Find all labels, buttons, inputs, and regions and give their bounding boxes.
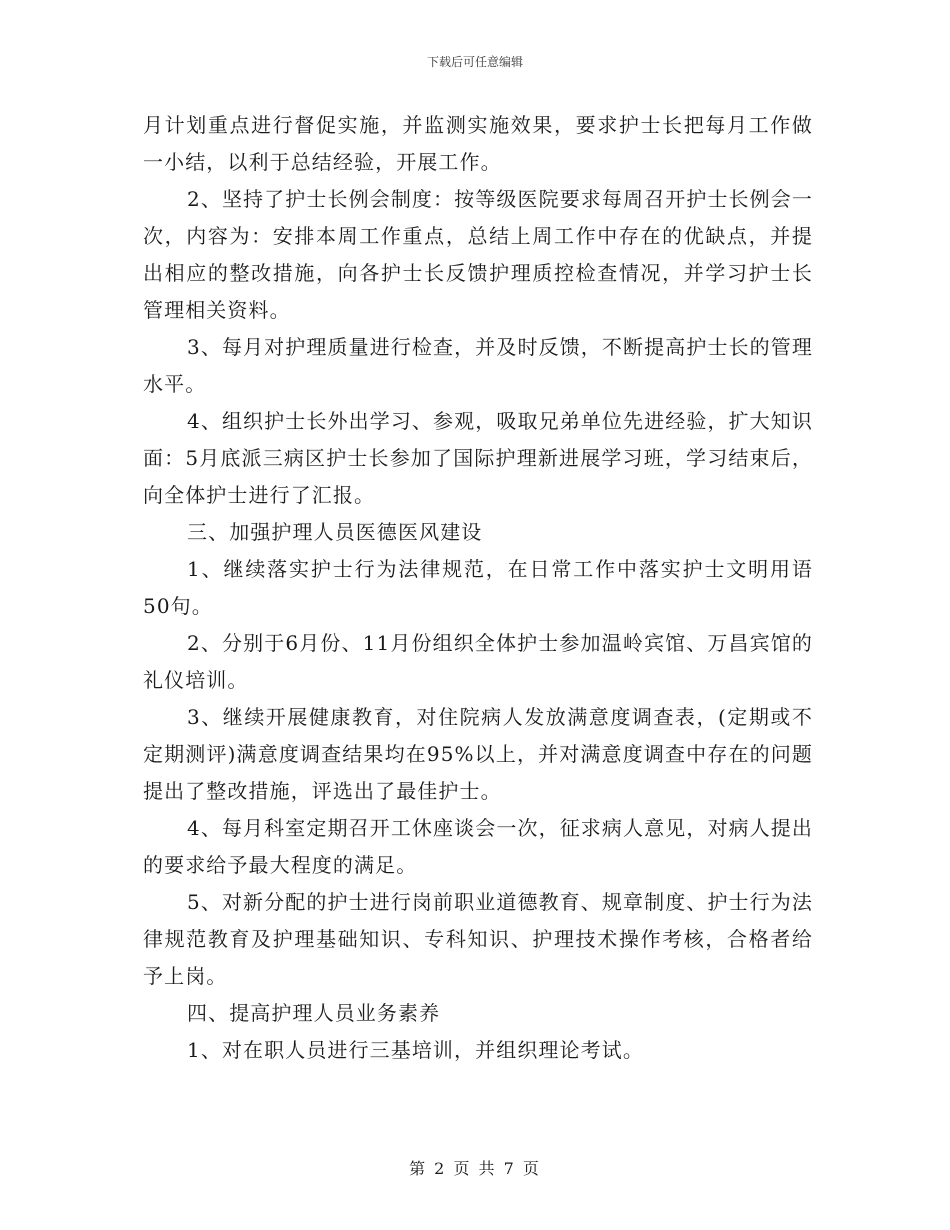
document-body — [143, 107, 813, 1069]
paragraph: 3、继续开展健康教育，对住院病人发放满意度调查表，(定期或不定期测评)满意度调查结果均在95%以上，并对满意度调查中存在的问题提出了整改措施，评选出了最佳护士。 — [143, 705, 813, 803]
page-header: 下载后可任意编辑 — [426, 55, 523, 69]
paragraph: 1、对在职人员进行三基培训，并组织理论考试。 — [187, 1038, 644, 1062]
paragraph: 4、组织护士长外出学习、参观，吸取兄弟单位先进经验，扩大知识面：5月底派三病区护士长参加了国际护理新进展学习班，学习结束后，向全体护士进行了汇报。 — [143, 409, 813, 507]
paragraph: 月计划重点进行督促实施，并监测实施效果，要求护士长把每月工作做一小结，以利于总结经验，开展工作。 — [143, 113, 813, 174]
paragraph: 4、每月科室定期召开工休座谈会一次，征求病人意见，对病人提出的要求给予最大程度的满足。 — [143, 816, 813, 877]
paragraph: 3、每月对护理质量进行检查，并及时反馈，不断提高护士长的管理水平。 — [143, 335, 813, 396]
paragraph: 2、坚持了护士长例会制度：按等级医院要求每周召开护士长例会一次，内容为：安排本周工作重点，总结上周工作中存在的优缺点，并提出相应的整改措施，向各护士长反馈护理质控检查情况，并学习护士长管理相关资料。 — [143, 187, 813, 322]
page-number: 第 2 页 共 7 页 — [409, 1159, 541, 1178]
section-heading: 三、加强护理人员医德医风建设 — [187, 520, 483, 544]
section-heading: 四、提高护理人员业务素养 — [187, 1001, 441, 1025]
paragraph: 5、对新分配的护士进行岗前职业道德教育、规章制度、护士行为法律规范教育及护理基础知识、专科知识、护理技术操作考核，合格者给予上岗。 — [143, 890, 813, 988]
paragraph: 1、继续落实护士行为法律规范，在日常工作中落实护士文明用语50句。 — [143, 557, 813, 618]
paragraph: 2、分别于6月份、11月份组织全体护士参加温岭宾馆、万昌宾馆的礼仪培训。 — [143, 631, 813, 692]
